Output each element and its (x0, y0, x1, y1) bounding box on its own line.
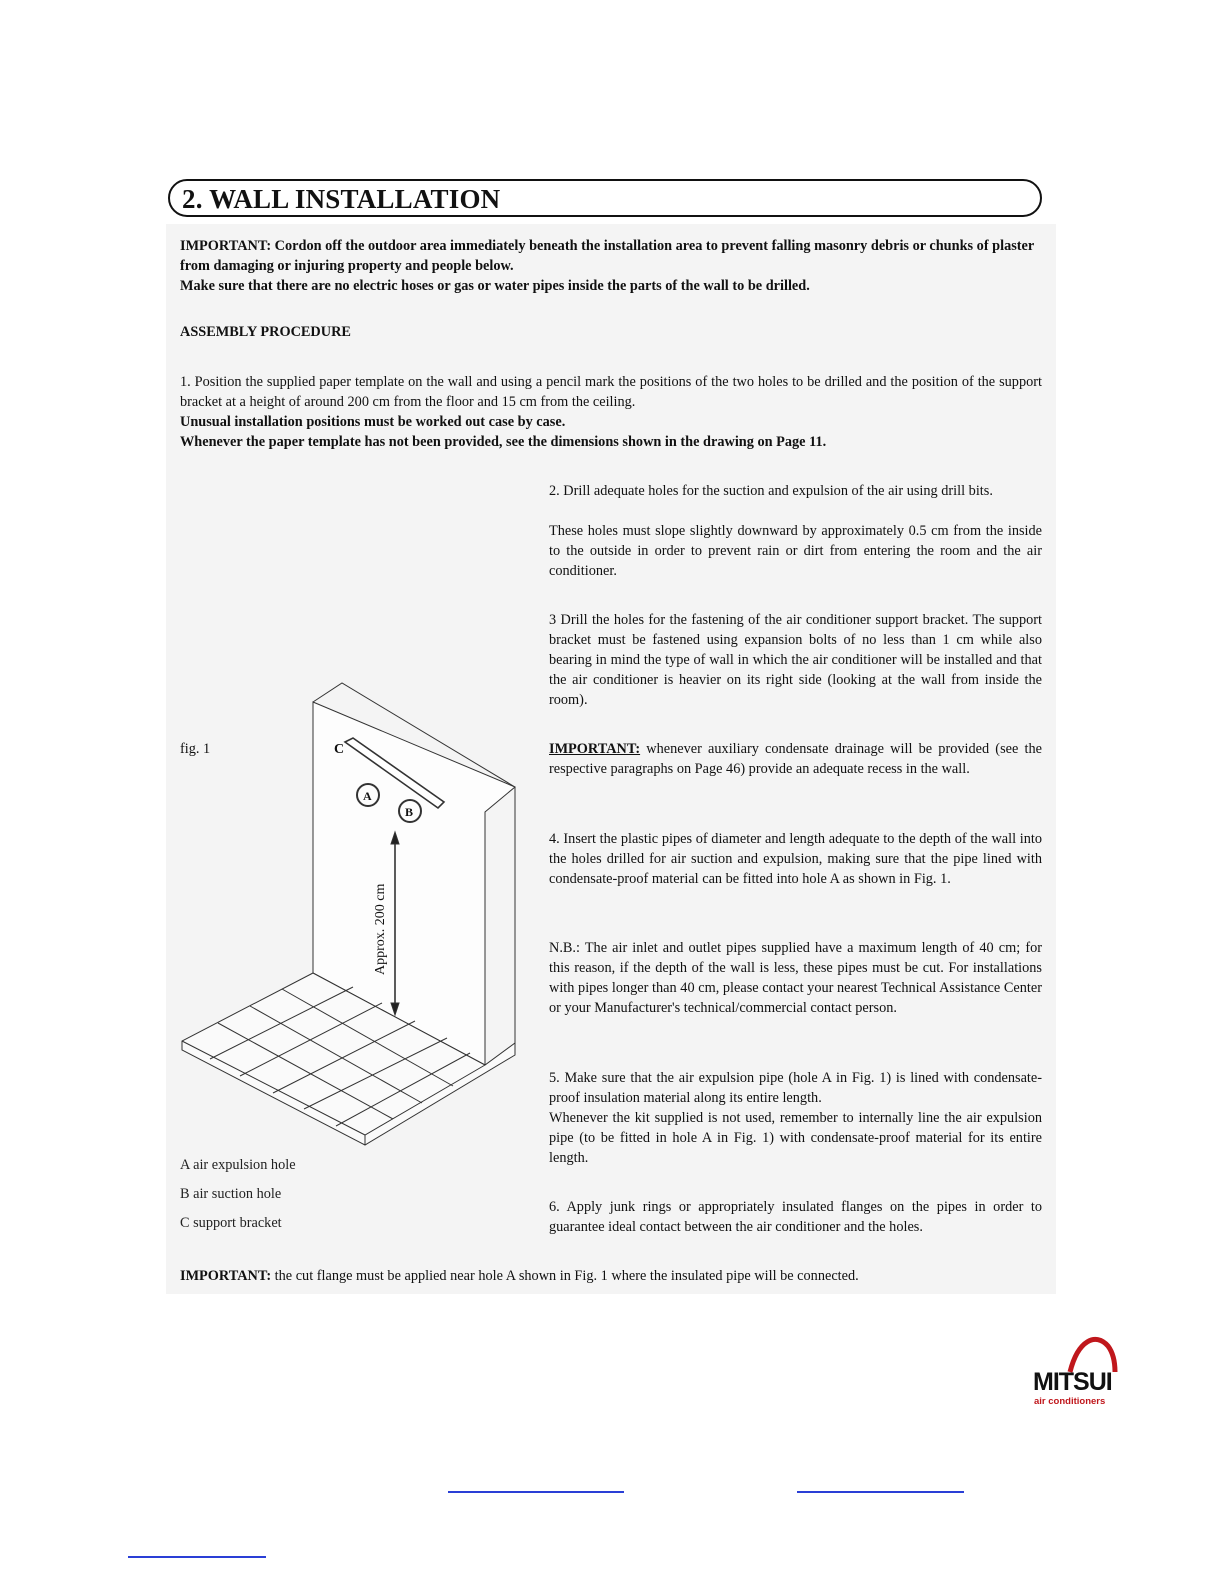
legend-a: A air expulsion hole (180, 1157, 296, 1173)
nb-note: N.B.: The air inlet and outlet pipes supplied have a maximum length of 40 cm; for this reason, if the depth of the wall is less, these pipes must be cut. For installations with pipes longer than 40 cm, please contact your nearest Technical Assistance Center or your Manufacturer's technical/commercial contact person. (549, 940, 1042, 1016)
step-4: 4. Insert the plastic pipes of diameter and length adequate to the depth of the wall into the holes drilled for air suction and expulsion, making sure that the pipe lined with condensate-proof material can be fitted into hole A as shown in Fig. 1. (549, 831, 1042, 887)
important-warning: IMPORTANT: Cordon off the outdoor area immediately beneath the installation area to prevent falling masonry debris or chunks of plaster from damaging or injuring property and people below. (180, 238, 1034, 274)
step-5: 5. Make sure that the air expulsion pipe (hole A in Fig. 1) is lined with condensate-proof insulation material along its entire length. (549, 1070, 1042, 1106)
legend-b: B air suction hole (180, 1186, 282, 1202)
final-important (180, 1266, 1042, 1286)
label-c: C (334, 742, 345, 757)
final-important-label: IMPORTANT: (180, 1268, 272, 1284)
dimension-label: Approx. 200 cm (373, 883, 388, 975)
label-b: B (405, 805, 414, 819)
wall-installation-figure (170, 675, 530, 1155)
label-a: A (363, 789, 372, 803)
step-2: 2. Drill adequate holes for the suction and expulsion of the air using drill bits. (549, 483, 993, 499)
step-6: 6. Apply junk rings or appropriately insulated flanges on the pipes in order to guarantee ideal contact between the air conditioner and the holes. (549, 1199, 1042, 1235)
final-important-text: the cut flange must be applied near hole A shown in Fig. 1 where the insulated pipe will be connected. (271, 1268, 859, 1284)
footer-link-1[interactable] (448, 1491, 624, 1493)
assembly-heading: ASSEMBLY PROCEDURE (180, 324, 351, 340)
step-3: 3 Drill the holes for the fastening of the air conditioner support bracket. The support bracket must be fastened using expansion bolts of no less than 1 cm while also bearing in mind the type of wall in which the air conditioner will be installed and that the air conditioner is heavier on its right side (looking at the wall from inside the room). (549, 612, 1042, 708)
mitsui-logo (1030, 1330, 1130, 1410)
footer-link-3[interactable] (128, 1556, 266, 1558)
important-drainage (549, 739, 1042, 779)
step-1-note-2: Whenever the paper template has not been provided, see the dimensions shown in the drawing on Page 11. (180, 434, 827, 450)
logo-tagline: air conditioners (1034, 1396, 1106, 1407)
legend-c: C support bracket (180, 1215, 282, 1231)
step-2-detail: These holes must slope slightly downward by approximately 0.5 cm from the inside to the outside in order to prevent rain or dirt from entering the room and the air conditioner. (549, 523, 1042, 579)
figure-caption: fig. 1 (180, 741, 211, 757)
logo-name: MITSUI (1033, 1368, 1112, 1396)
pipes-warning: Make sure that there are no electric hoses or gas or water pipes inside the parts of the wall to be drilled. (180, 278, 810, 294)
important-drainage-text: whenever auxiliary condensate drainage will be provided (see the respective paragraphs on Page 46) provide an adequate recess in the wall. (549, 741, 1042, 777)
section-banner (168, 179, 1042, 217)
footer-link-2[interactable] (797, 1491, 964, 1493)
section-title: 2. WALL INSTALLATION (182, 184, 501, 214)
step-1-note-1: Unusual installation positions must be worked out case by case. (180, 414, 566, 430)
step-1: 1. Position the supplied paper template on the wall and using a pencil mark the positions of the two holes to be drilled and the position of the support bracket at a height of around 200 cm from the floor and 15 cm from the ceiling. (180, 374, 1042, 410)
step-5-detail: Whenever the kit supplied is not used, remember to internally line the air expulsion pipe (to be fitted in hole A in Fig. 1) with condensate-proof material for its entire length. (549, 1110, 1042, 1166)
important-drainage-label: IMPORTANT: (549, 741, 641, 757)
